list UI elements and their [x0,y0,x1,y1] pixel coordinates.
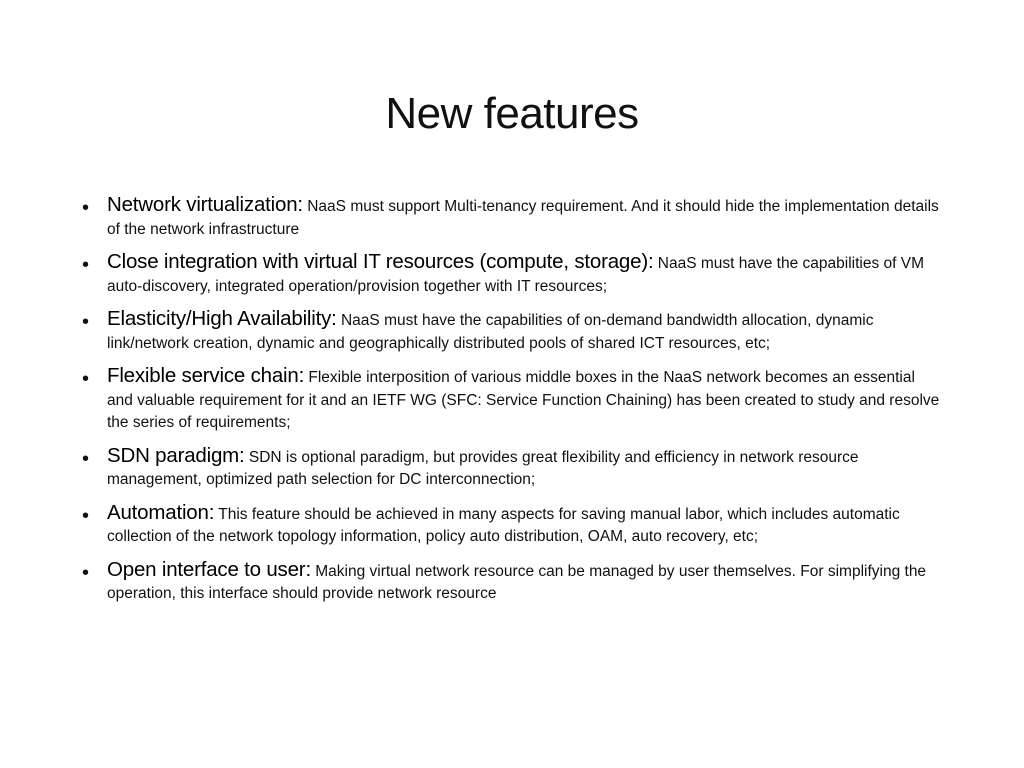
bullet-item-automation [82,502,944,549]
bullet-item-open-interface [82,559,944,606]
bullet-text: This feature should be achieved in many aspects for saving manual labor, which includes automatic collection of the network topology information, policy auto distribution, OAM, auto recovery, etc; [107,505,900,545]
bullet-text: NaaS must have the capabilities of VM auto-discovery, integrated operation/provision together with IT resources; [107,255,924,295]
bullet-item-network-virtualization [82,194,944,241]
bullet-item-elasticity [82,308,944,355]
bullet-list [82,194,944,616]
bullet-icon: • [82,311,90,333]
bullet-text: Flexible interposition of various middle boxes in the NaaS network becomes an essential and valuable requirement for it and an IETF WG (SFC: Service Function Chaining) has been created to study and resolve the series of requirements; [107,369,940,431]
bullet-item-sdn-paradigm [82,445,944,492]
bullet-text: NaaS must support Multi-tenancy requirement. And it should hide the implementation details of the network infrastructure [107,198,939,238]
bullet-heading: Close integration with virtual IT resources (compute, storage): [107,250,654,273]
bullet-text: NaaS must have the capabilities of on-demand bandwidth allocation, dynamic link/network creation, dynamic and geographically distributed pools of shared ICT resources, etc; [107,312,874,352]
slide-title: New features [385,89,639,138]
bullet-icon: • [82,254,90,276]
bullet-icon: • [82,368,90,390]
bullet-heading: Network virtualization: [107,193,303,216]
bullet-heading: Elasticity/High Availability: [107,307,337,330]
bullet-heading: Open interface to user: [107,557,311,581]
bullet-text: Making virtual network resource can be managed by user themselves. For simplifying the operation, this interface should provide network resource [107,562,927,602]
bullet-text: SDN is optional paradigm, but provides great flexibility and efficiency in network resource management, optimized path selection for DC interconnection; [107,448,859,488]
bullet-item-flexible-service-chain [82,365,944,435]
bullet-heading: Automation: [107,500,215,524]
bullet-icon: • [82,504,90,527]
bullet-icon: • [82,197,90,219]
bullet-item-close-integration [82,251,944,298]
bullet-icon: • [82,447,90,470]
bullet-icon: • [82,561,90,584]
bullet-heading: Flexible service chain: [107,364,305,387]
bullet-heading: SDN paradigm: [107,443,245,467]
